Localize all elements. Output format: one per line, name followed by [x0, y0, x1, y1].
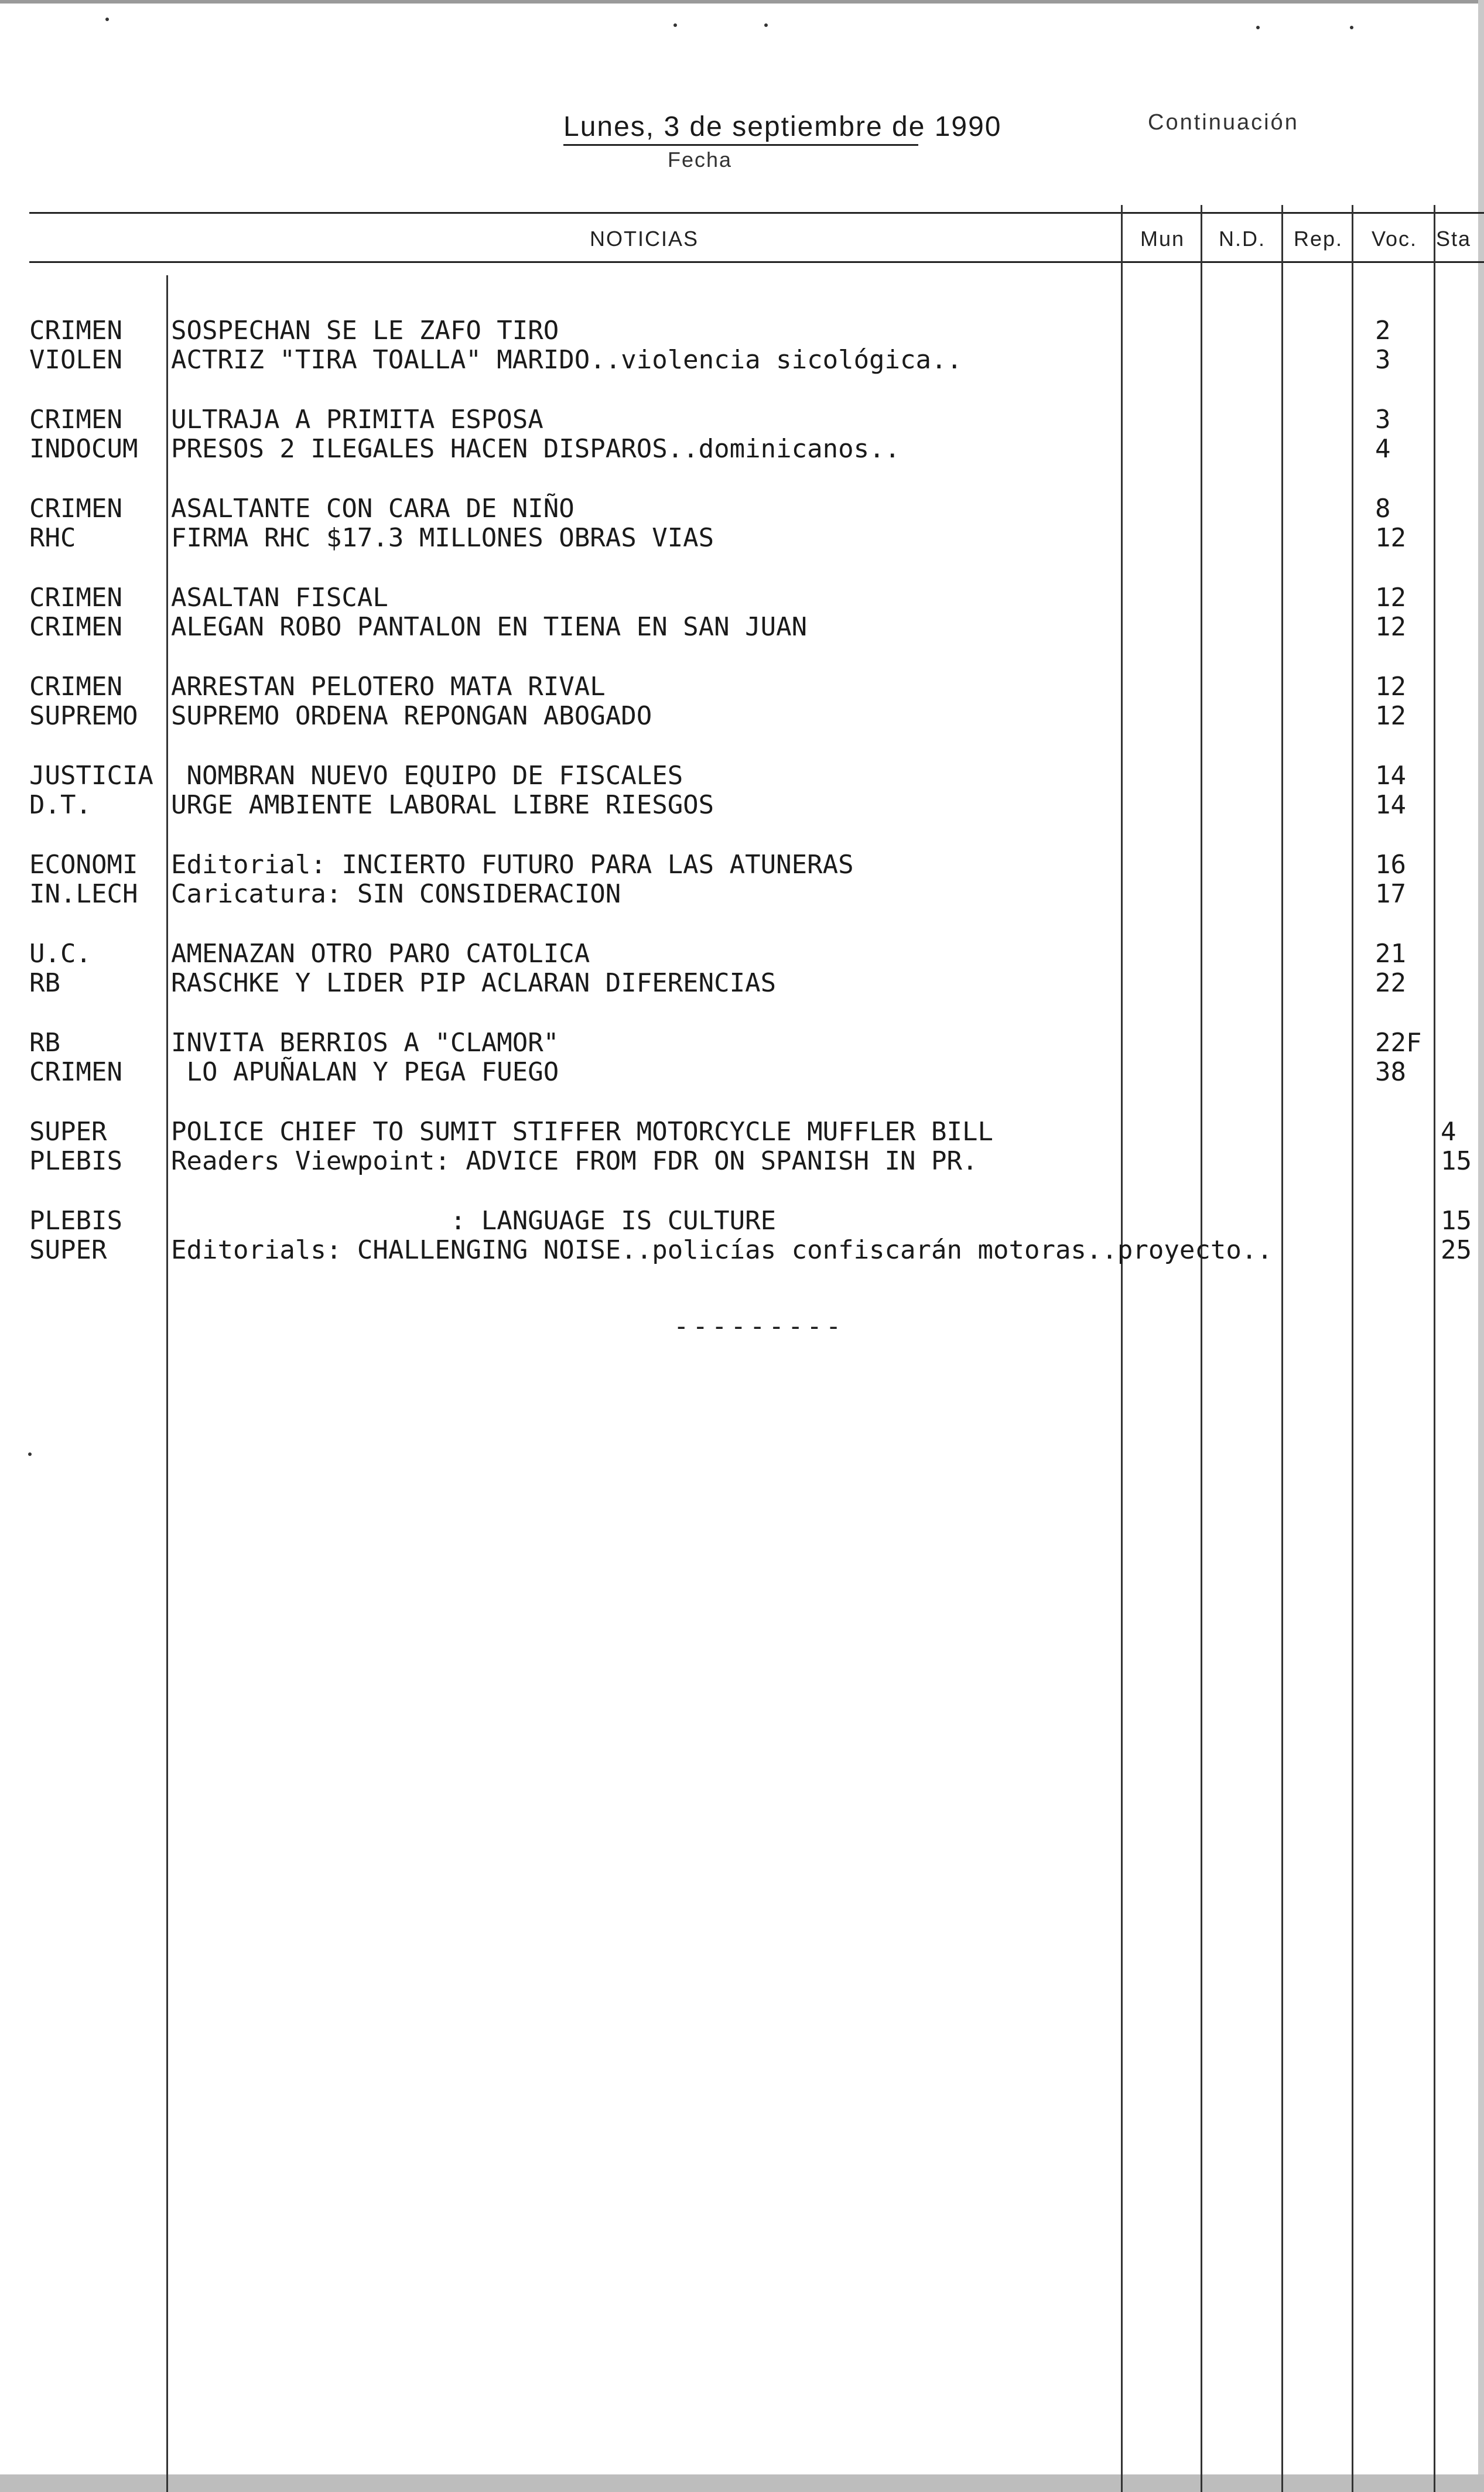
entry-group	[0, 1206, 1484, 1295]
headline: Caricatura: SIN CONSIDERACION	[171, 879, 621, 909]
section-code: CRIMEN	[29, 583, 122, 613]
table-row	[0, 1147, 1484, 1176]
headline: SUPREMO ORDENA REPONGAN ABOGADO	[171, 701, 652, 731]
headline: ULTRAJA A PRIMITA ESPOSA	[171, 405, 543, 435]
headline: SOSPECHAN SE LE ZAFO TIRO	[171, 316, 559, 346]
section-code: VIOLEN	[29, 345, 122, 375]
column-header-rep: Rep.	[1293, 227, 1343, 251]
entry-group	[0, 1117, 1484, 1206]
section-code: SUPER	[29, 1235, 107, 1265]
section-code: INDOCUM	[29, 434, 138, 464]
column-header-noticias: NOTICIAS	[589, 227, 699, 251]
table-row	[0, 672, 1484, 702]
page-voc: 3	[1375, 345, 1391, 375]
news-entries	[0, 316, 1484, 1295]
table-row	[0, 761, 1484, 791]
column-header-sta: Sta	[1436, 227, 1472, 251]
report-date: Lunes, 3 de septiembre de 1990	[563, 111, 1002, 142]
page-voc: 12	[1375, 523, 1406, 553]
scan-edge-bottom	[0, 2474, 1484, 2492]
headline: FIRMA RHC $17.3 MILLONES OBRAS VIAS	[171, 523, 714, 553]
section-code: U.C.	[29, 939, 91, 969]
headline: NOMBRAN NUEVO EQUIPO DE FISCALES	[171, 761, 683, 791]
table-row	[0, 494, 1484, 524]
continuation-label: Continuación	[1148, 110, 1299, 135]
page-voc: 8	[1375, 494, 1391, 524]
entry-group	[0, 939, 1484, 1028]
section-code: ECONOMI	[29, 850, 138, 880]
table-row	[0, 702, 1484, 731]
section-code: SUPREMO	[29, 701, 138, 731]
entry-group	[0, 405, 1484, 494]
section-code: CRIMEN	[29, 672, 122, 702]
table-row	[0, 939, 1484, 969]
headline: Editorial: INCIERTO FUTURO PARA LAS ATUNERAS	[171, 850, 854, 880]
table-row	[0, 1236, 1484, 1265]
scan-speck	[1256, 26, 1260, 29]
page-voc: 22F	[1375, 1028, 1422, 1058]
table-row	[0, 405, 1484, 435]
entry-group	[0, 583, 1484, 672]
headline: INVITA BERRIOS A "CLAMOR"	[171, 1028, 559, 1058]
headline: LO APUÑALAN Y PEGA FUEGO	[171, 1057, 559, 1087]
page-sta: 25	[1441, 1235, 1472, 1265]
table-top-rule	[29, 212, 1484, 214]
end-of-list-marker: ---------	[673, 1311, 845, 1341]
column-header-nd: N.D.	[1219, 227, 1266, 251]
page-voc: 17	[1375, 879, 1406, 909]
headline: Readers Viewpoint: ADVICE FROM FDR ON SPANISH IN PR.	[171, 1146, 978, 1176]
entry-group	[0, 1028, 1484, 1117]
scan-speck	[1350, 26, 1353, 29]
section-code: CRIMEN	[29, 316, 122, 346]
page-voc: 21	[1375, 939, 1406, 969]
headline: ACTRIZ "TIRA TOALLA" MARIDO..violencia sicológica..	[171, 345, 963, 375]
page-voc: 14	[1375, 790, 1406, 820]
entry-group	[0, 316, 1484, 405]
table-header-rule	[29, 261, 1484, 263]
table-row	[0, 850, 1484, 880]
section-code: PLEBIS	[29, 1206, 122, 1236]
page-sta: 4	[1441, 1117, 1456, 1147]
page-sta: 15	[1441, 1206, 1472, 1236]
table-row	[0, 346, 1484, 375]
table-row	[0, 583, 1484, 613]
table-row	[0, 969, 1484, 998]
section-code: IN.LECH	[29, 879, 138, 909]
table-row	[0, 880, 1484, 909]
section-code: CRIMEN	[29, 612, 122, 642]
entry-group	[0, 761, 1484, 850]
page-voc: 12	[1375, 701, 1406, 731]
headline: ARRESTAN PELOTERO MATA RIVAL	[171, 672, 606, 702]
page-voc: 12	[1375, 672, 1406, 702]
table-row	[0, 316, 1484, 346]
page-voc: 22	[1375, 968, 1406, 998]
page-voc: 12	[1375, 612, 1406, 642]
section-code: CRIMEN	[29, 1057, 122, 1087]
entry-group	[0, 850, 1484, 939]
scan-speck	[764, 23, 768, 27]
page-voc: 16	[1375, 850, 1406, 880]
table-row	[0, 1058, 1484, 1087]
table-row	[0, 1206, 1484, 1236]
headline: URGE AMBIENTE LABORAL LIBRE RIESGOS	[171, 790, 714, 820]
section-code: CRIMEN	[29, 494, 122, 524]
date-caption: Fecha	[668, 148, 733, 172]
scan-speck	[28, 1452, 32, 1456]
section-code: JUSTICIA	[29, 761, 153, 791]
date-underline	[563, 144, 918, 146]
section-code: RB	[29, 1028, 60, 1058]
scan-speck	[673, 23, 677, 27]
section-code: D.T.	[29, 790, 91, 820]
headline: AMENAZAN OTRO PARO CATOLICA	[171, 939, 590, 969]
column-header-voc: Voc.	[1371, 227, 1418, 251]
section-code: RB	[29, 968, 60, 998]
table-row	[0, 1117, 1484, 1147]
headline: ASALTANTE CON CARA DE NIÑO	[171, 494, 575, 524]
column-header-mun: Mun	[1140, 227, 1185, 251]
table-row	[0, 613, 1484, 642]
entry-group	[0, 494, 1484, 583]
table-row	[0, 791, 1484, 820]
scan-speck	[105, 18, 109, 21]
headline: ALEGAN ROBO PANTALON EN TIENA EN SAN JUAN	[171, 612, 808, 642]
page-voc: 38	[1375, 1057, 1406, 1087]
page-voc: 14	[1375, 761, 1406, 791]
page-sta: 15	[1441, 1146, 1472, 1176]
headline: PRESOS 2 ILEGALES HACEN DISPAROS..dominicanos..	[171, 434, 901, 464]
section-code: SUPER	[29, 1117, 107, 1147]
section-code: RHC	[29, 523, 76, 553]
page-voc: 3	[1375, 405, 1391, 435]
page-voc: 4	[1375, 434, 1391, 464]
page-voc: 12	[1375, 583, 1406, 613]
scan-edge-top	[0, 0, 1484, 4]
headline: : LANGUAGE IS CULTURE	[171, 1206, 777, 1236]
headline: ASALTAN FISCAL	[171, 583, 388, 613]
entry-group	[0, 672, 1484, 761]
table-row	[0, 435, 1484, 464]
section-code: CRIMEN	[29, 405, 122, 435]
section-code: PLEBIS	[29, 1146, 122, 1176]
headline: POLICE CHIEF TO SUMIT STIFFER MOTORCYCLE MUFFLER BILL	[171, 1117, 993, 1147]
headline: Editorials: CHALLENGING NOISE..policías confiscarán motoras..proyecto..	[171, 1235, 1273, 1265]
page-voc: 2	[1375, 316, 1391, 346]
table-row	[0, 1028, 1484, 1058]
headline: RASCHKE Y LIDER PIP ACLARAN DIFERENCIAS	[171, 968, 777, 998]
table-row	[0, 524, 1484, 553]
